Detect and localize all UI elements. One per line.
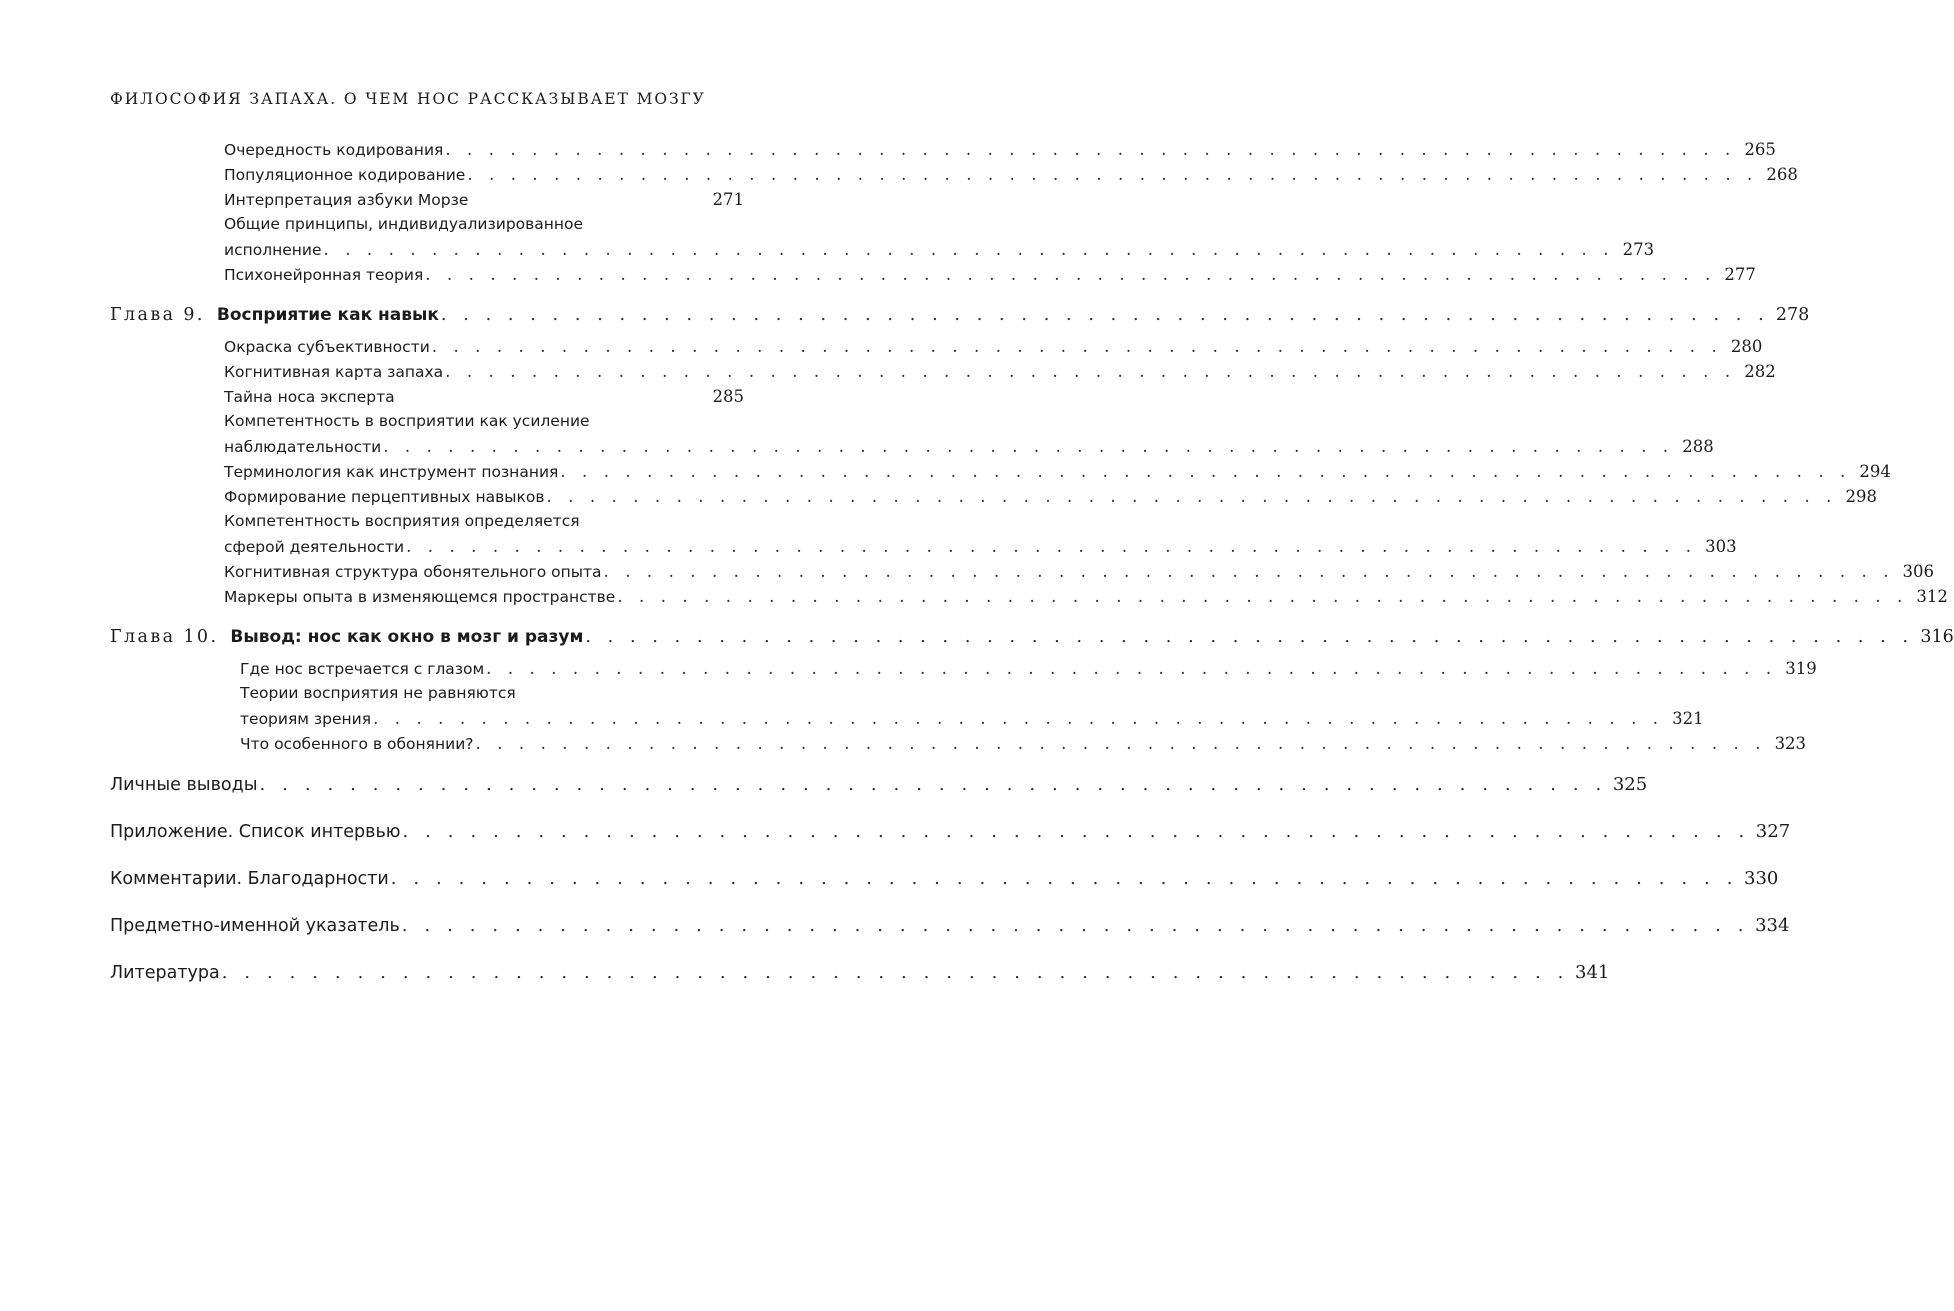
- toc-entry-page: 321: [1672, 709, 1704, 728]
- toc-entry-title: Окраска субъективности: [224, 338, 430, 356]
- leader-dots: . . . . . . . . . . . . . . . . . . . . . . . . . . . . . . . . . . . . . . . . . . . . . . . . . . . . . . . . . . . .: [546, 487, 1838, 506]
- toc-entry-title: Очередность кодирования: [224, 141, 444, 159]
- toc-entry[interactable]: [240, 709, 1704, 735]
- toc-entry[interactable]: [224, 362, 1776, 388]
- chapter-page: 278: [1775, 305, 1810, 325]
- toc-entry-title: Когнитивная структура обонятельного опыта: [224, 563, 602, 581]
- toc-entry-title: Что особенного в обонянии?: [240, 735, 474, 753]
- toc-entry[interactable]: [240, 734, 1807, 760]
- leader-dots: . . . . . . . . . . . . . . . . . . . . . . . . . . . . . . . . . . . . . . . . . . . . . . . . . . . . . . . . . . . .: [431, 337, 1723, 356]
- toc-entry-page: 294: [1859, 462, 1891, 481]
- toc-entry[interactable]: [224, 537, 1737, 563]
- toc-entry[interactable]: [224, 437, 1714, 463]
- toc-back-matter-entry[interactable]: [110, 774, 1648, 800]
- toc-entry[interactable]: [224, 165, 1798, 191]
- toc-entry-page: 341: [1575, 962, 1610, 983]
- toc-entry-title-line1: Компетентность в восприятии как усиление: [224, 412, 590, 430]
- toc-entry-title: Где нос встречается с глазом: [240, 660, 485, 678]
- leader-dots: . . . . . . . . . . . . . . . . . . . . . . . . . . . . . . . . . . . . . . . . . . . . . . . . . . . . . . . . . . . .: [221, 962, 1569, 983]
- toc-entry-title: Интерпретация азбуки Морзе: [224, 191, 469, 209]
- leader-dots: . . . . . . . . . . . . . . . . . . . . . . . . . . . . . . . . . . . . . . . . . . . . . . . . . . . . . . . . . . . .: [390, 868, 1739, 889]
- toc-entry-page: 280: [1730, 337, 1763, 356]
- toc-back-matter-entry[interactable]: [110, 962, 1610, 988]
- leader-dots: . . . . . . . . . . . . . . . . . . . . . . . . . . . . . . . . . . . . . . . . . . . . . . . . . . . . . . . . . . . .: [467, 165, 1758, 184]
- leader-dots: . . . . . . . . . . . . . . . . . . . . . . . . . . . . . . . . . . . . . . . . . . . . . . . . . . . . . . . . . . . .: [486, 659, 1777, 678]
- toc-entry[interactable]: [224, 562, 1935, 588]
- toc-entry-title: Формирование перцептивных навыков: [224, 488, 545, 506]
- leader-dots: . . . . . . . . . . . . . . . . . . . . . . . . . . . . . . . . . . . . . . . . . . . . . . . . . . . . . . . . . . . .: [445, 140, 1736, 159]
- running-head: ФИЛОСОФИЯ ЗАПАХА. О ЧЕМ НОС РАССКАЗЫВАЕТ МОЗГУ: [110, 90, 706, 108]
- toc-entry-title: сферой деятельности: [224, 538, 405, 556]
- toc-entry-title: теориям зрения: [240, 710, 372, 728]
- toc-entry-title: Личные выводы: [110, 775, 258, 795]
- leader-dots: . . . . . . . . . . . . . . . . . . . . . . . . . . . . . . . . . . . . . . . . . . . . . . . . . . . . . . . . . . . .: [401, 915, 1750, 936]
- toc-entry[interactable]: [224, 387, 744, 413]
- toc-chapter-9[interactable]: [110, 305, 1810, 331]
- toc-entry-page: 330: [1744, 868, 1779, 889]
- toc-entry-page: 288: [1682, 437, 1714, 456]
- toc-back-matter-entry[interactable]: [110, 915, 1790, 941]
- leader-dots: . . . . . . . . . . . . . . . . . . . . . . . . . . . . . . . . . . . . . . . . . . . . . . . . . . . . . . . . . . . .: [259, 774, 1607, 795]
- chapter-title: Вывод: нос как окно в мозг и разум: [230, 627, 584, 647]
- toc-entry[interactable]: [224, 240, 1655, 266]
- chapter-title: Восприятие как навык: [216, 305, 439, 325]
- toc-entry-page: 323: [1774, 734, 1807, 753]
- toc-entry-page: 268: [1766, 165, 1798, 184]
- toc-entry[interactable]: [224, 587, 1948, 613]
- chapter-number: Глава 10.: [110, 627, 219, 647]
- toc-entry-page: 325: [1612, 774, 1648, 795]
- toc-entry-title: Тайна носа эксперта: [224, 388, 395, 406]
- toc-entry-title: исполнение: [224, 241, 322, 259]
- toc-entry-page: 282: [1744, 362, 1776, 381]
- chapter-number: Глава 9.: [110, 305, 205, 325]
- toc-entry-title-line1: Компетентность восприятия определяется: [224, 512, 580, 530]
- toc-entry[interactable]: [224, 190, 744, 216]
- toc-entry-page: 265: [1744, 140, 1776, 159]
- leader-dots: . . . . . . . . . . . . . . . . . . . . . . . . . . . . . . . . . . . . . . . . . . . . . . . . . . . . . . . . . . . .: [383, 437, 1674, 456]
- leader-dots: . . . . . . . . . . . . . . . . . . . . . . . . . . . . . . . . . . . . . . . . . . . . . . . . . . . . . . . . . . . .: [475, 734, 1767, 753]
- toc-entry-title: Литература: [110, 963, 220, 983]
- leader-dots: . . . . . . . . . . . . . . . . . . . . . . . . . . . . . . . . . . . . . . . . . . . . . . . . . . . . . . . . . . . .: [406, 537, 1697, 556]
- toc-entry-title: Приложение. Список интервью: [110, 822, 401, 842]
- leader-dots: . . . . . . . . . . . . . . . . . . . . . . . . . . . . . . . . . . . . . . . . . . . . . . . . . . . . . . . . . . . .: [425, 265, 1716, 284]
- toc-entry-title: Комментарии. Благодарности: [110, 869, 389, 889]
- toc-entry[interactable]: [224, 140, 1776, 166]
- chapter-page: 316: [1920, 627, 1954, 647]
- toc-back-matter-entry[interactable]: [110, 868, 1779, 894]
- toc-entry-page: 334: [1755, 915, 1790, 936]
- toc-entry-title: Психонейронная теория: [224, 266, 424, 284]
- toc-entry[interactable]: [224, 462, 1891, 488]
- leader-dots: . . . . . . . . . . . . . . . . . . . . . . . . . . . . . . . . . . . . . . . . . . . . . . . . . . . . . . . . . . . .: [373, 709, 1664, 728]
- toc-entry-page: 312: [1916, 587, 1948, 606]
- toc-entry[interactable]: [224, 265, 1756, 291]
- leader-dots: . . . . . . . . . . . . . . . . . . . . . . . . . . . . . . . . . . . . . . . . . . . . . . . . . . . . . . . . . . . .: [402, 821, 1750, 842]
- toc-entry-page: 273: [1622, 240, 1655, 259]
- leader-dots: . . . . . . . . . . . . . . . . . . . . . . . . . . . . . . . . . . . . . . . . . . . . . . . . . . . . . . . . . . . .: [585, 627, 1914, 647]
- toc-entry-page: 271: [712, 190, 744, 209]
- toc-chapter-10[interactable]: [110, 627, 1954, 653]
- toc-entry-page: 277: [1724, 265, 1756, 284]
- chapter-heading: [110, 305, 439, 325]
- leader-dots: . . . . . . . . . . . . . . . . . . . . . . . . . . . . . . . . . . . . . . . . . . . . . . . . . . . . . . . . . . . .: [445, 362, 1736, 381]
- toc-entry[interactable]: [224, 337, 1763, 363]
- toc-entry-title: Предметно-именной указатель: [110, 916, 400, 936]
- leader-dots: . . . . . . . . . . . . . . . . . . . . . . . . . . . . . . . . . . . . . . . . . . . . . . . . . . . . . . . . . . . .: [617, 587, 1908, 606]
- toc-entry-title-line1: Общие принципы, индивидуализированное: [224, 215, 584, 233]
- toc-entry-title-line1: Теории восприятия не равняются: [240, 684, 516, 702]
- toc-entry-title: Терминология как инструмент познания: [224, 463, 559, 481]
- toc-entry-page: 306: [1902, 562, 1935, 581]
- toc-entry-title: Когнитивная карта запаха: [224, 363, 444, 381]
- toc-entry-page: 298: [1845, 487, 1878, 506]
- leader-dots: . . . . . . . . . . . . . . . . . . . . . . . . . . . . . . . . . . . . . . . . . . . . . . . . . . . . . . . . . . . .: [560, 462, 1851, 481]
- toc-entry[interactable]: [240, 659, 1817, 685]
- toc-entry-title: Популяционное кодирование: [224, 166, 466, 184]
- chapter-heading: [110, 627, 583, 647]
- toc-entry-page: 303: [1705, 537, 1737, 556]
- leader-dots: . . . . . . . . . . . . . . . . . . . . . . . . . . . . . . . . . . . . . . . . . . . . . . . . . . . . . . . . . . . .: [323, 240, 1615, 259]
- toc-entry-page: 327: [1755, 821, 1791, 842]
- toc-entry[interactable]: [224, 487, 1878, 513]
- leader-dots: . . . . . . . . . . . . . . . . . . . . . . . . . . . . . . . . . . . . . . . . . . . . . . . . . . . . . . . . . . . .: [603, 562, 1895, 581]
- toc-entry-title: Маркеры опыта в изменяющемся пространстве: [224, 588, 616, 606]
- toc-entry-page: 285: [712, 387, 744, 406]
- leader-dots: . . . . . . . . . . . . . . . . . . . . . . . . . . . . . . . . . . . . . . . . . . . . . . . . . . . . . . . . . . . .: [440, 305, 1770, 325]
- toc-back-matter-entry[interactable]: [110, 821, 1791, 847]
- toc-entry-title: наблюдательности: [224, 438, 382, 456]
- toc-entry-page: 319: [1785, 659, 1817, 678]
